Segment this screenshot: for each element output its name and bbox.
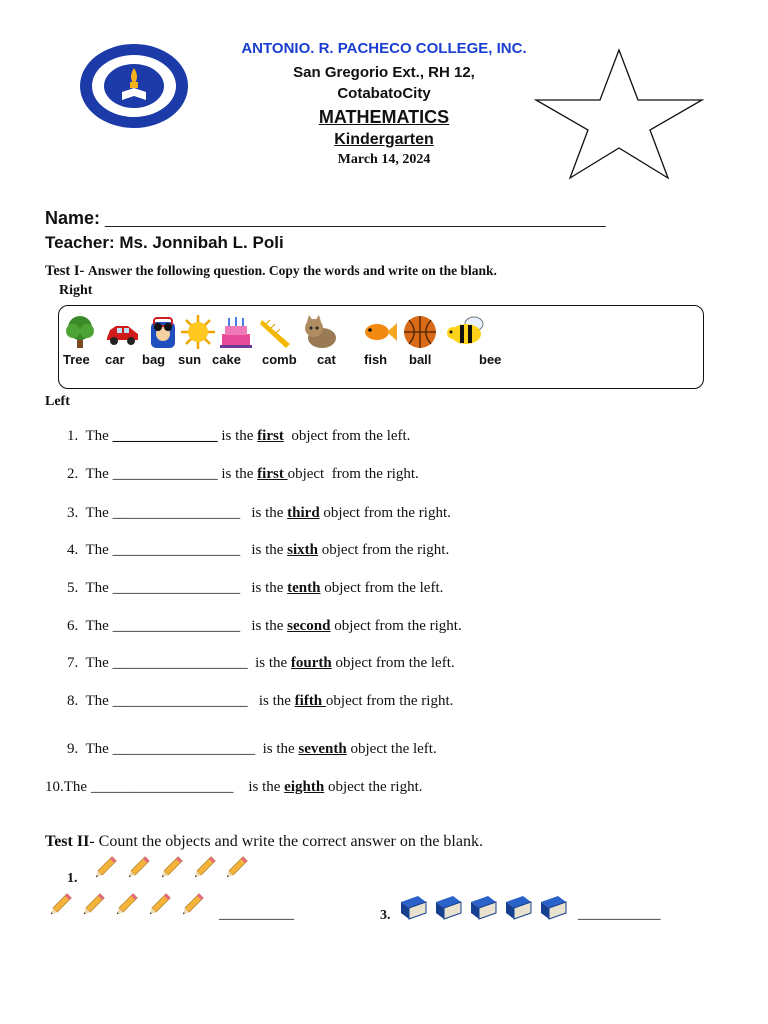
star-icon: [534, 48, 704, 180]
question-rest: object the right.: [324, 779, 423, 795]
school-name: ANTONIO. R. PACHECO COLLEGE, INC.: [241, 40, 527, 57]
book-icon: [538, 892, 568, 922]
question-rest: object from the left.: [283, 428, 411, 444]
teacher-name: Teacher: Ms. Jonnibah L. Poli: [45, 233, 284, 252]
question-mid: is the: [233, 779, 285, 795]
question-number: 4. The: [67, 542, 113, 558]
question-mid: is the: [247, 693, 295, 709]
seal-year: 1997: [126, 110, 142, 117]
answer-blank[interactable]: ______________: [112, 466, 218, 482]
answer-blank[interactable]: _________________: [112, 618, 241, 634]
test1-title: Test I-: [45, 263, 88, 279]
test1-heading: [45, 263, 497, 280]
question-number: 1. The: [67, 428, 113, 444]
pencil-icon: [111, 890, 141, 920]
pencil-icon: [45, 890, 75, 920]
question-rest: object from the right.: [287, 466, 419, 482]
question-number: 5. The: [67, 580, 113, 596]
question-mid: is the: [240, 505, 288, 521]
bee-icon: [444, 314, 488, 350]
name-blank[interactable]: ____________________________________________________________: [105, 211, 606, 228]
ordinal-word: sixth: [287, 542, 318, 558]
test2-instruction: - Count the objects and write the correct answer on the blank.: [89, 833, 483, 850]
pencil-icon: [90, 853, 120, 883]
question-rest: object from the right.: [325, 693, 454, 709]
question-item: [45, 779, 423, 796]
cake-icon: [218, 314, 254, 350]
question-mid: is the: [240, 580, 288, 596]
ordinal-word: eighth: [284, 779, 325, 795]
answer-blank[interactable]: ___________________: [90, 779, 234, 795]
ordinal-word: third: [287, 505, 320, 521]
question-number: 7. The: [67, 655, 113, 671]
pic-label-bee: bee: [479, 352, 502, 367]
answer-blank[interactable]: ______________: [112, 428, 218, 444]
question-number: 8. The: [67, 693, 113, 709]
left-label: Left: [45, 394, 70, 409]
question-rest: object from the right.: [319, 505, 451, 521]
name-field[interactable]: [45, 208, 606, 229]
book-icon: [468, 892, 498, 922]
pic-label-cake: cake: [212, 352, 241, 367]
pic-label-fish: fish: [364, 352, 388, 367]
address-line-1: San Gregorio Ext., RH 12,: [293, 64, 475, 81]
grade-level: Kindergarten: [334, 131, 434, 148]
answer-blank[interactable]: __________________: [112, 693, 248, 709]
test1-instruction: Answer the following question. Copy the words and write on the blank.: [87, 263, 497, 278]
pic-label-cat: cat: [317, 352, 336, 367]
question-mid: is the: [247, 655, 291, 671]
answer-blank[interactable]: ___________________: [112, 741, 256, 757]
answer-blank[interactable]: _________________: [112, 580, 241, 596]
question-rest: object from the right.: [330, 618, 462, 634]
question-item: [67, 655, 455, 672]
ordinal-word: seventh: [298, 741, 347, 757]
sun-icon: [180, 314, 216, 350]
book-icon: [398, 892, 428, 922]
pic-label-ball: ball: [409, 352, 432, 367]
question-rest: object the left.: [346, 741, 437, 757]
question-number: 9. The: [67, 741, 113, 757]
pic-label-comb: comb: [262, 352, 297, 367]
item1-blank[interactable]: __________: [219, 906, 294, 922]
question-item: [67, 428, 410, 445]
answer-blank[interactable]: _________________: [112, 505, 241, 521]
question-item: [67, 618, 462, 635]
pic-label-car: car: [105, 352, 125, 367]
book-icon: [433, 892, 463, 922]
question-item: [67, 466, 419, 483]
cat-icon: [302, 314, 338, 350]
question-mid: is the: [217, 466, 258, 482]
right-label: Right: [59, 283, 93, 298]
worksheet-date: March 14, 2024: [337, 152, 431, 167]
pencil-icon: [189, 853, 219, 883]
bag-icon: [145, 314, 181, 350]
subject-title: MATHEMATICS: [318, 107, 450, 127]
ball-icon: [402, 314, 438, 350]
test2-title: Test II: [45, 833, 90, 850]
picture-row-box: [58, 305, 704, 389]
question-number: 3. The: [67, 505, 113, 521]
tree-icon: [62, 314, 98, 350]
book-icon: [503, 892, 533, 922]
pencil-icon: [177, 890, 207, 920]
ordinal-word: fifth: [294, 693, 326, 709]
question-rest: object from the right.: [318, 542, 450, 558]
name-label: Name:: [45, 208, 106, 228]
item1-label: 1.: [67, 871, 78, 886]
pencil-icon: [123, 853, 153, 883]
pic-label-tree: Tree: [63, 352, 90, 367]
ordinal-word: first: [257, 466, 288, 482]
answer-blank[interactable]: __________________: [112, 655, 248, 671]
ordinal-word: first: [257, 428, 284, 444]
ordinal-word: tenth: [287, 580, 321, 596]
question-mid: is the: [255, 741, 299, 757]
ordinal-word: second: [287, 618, 331, 634]
question-item: [67, 693, 453, 710]
pic-label-sun: sun: [178, 352, 202, 367]
item3-blank[interactable]: ___________: [578, 906, 661, 922]
question-mid: is the: [217, 428, 258, 444]
ordinal-word: fourth: [290, 655, 332, 671]
question-mid: is the: [240, 618, 288, 634]
question-rest: object from the left.: [331, 655, 455, 671]
question-number: 6. The: [67, 618, 113, 634]
address-line-2: CotabatoCity: [337, 85, 431, 102]
pencil-icon: [144, 890, 174, 920]
pencil-icon: [78, 890, 108, 920]
comb-icon: [258, 314, 294, 350]
item3-label: 3.: [380, 908, 391, 923]
question-mid: is the: [240, 542, 288, 558]
question-item: [67, 580, 443, 597]
question-number: 2. The: [67, 466, 113, 482]
pic-label-bag: bag: [142, 352, 166, 367]
test2-heading: [45, 833, 483, 851]
school-seal: [78, 42, 190, 130]
question-number: 10.The: [45, 779, 91, 795]
answer-blank[interactable]: _________________: [112, 542, 241, 558]
fish-icon: [362, 314, 398, 350]
pencil-icon: [156, 853, 186, 883]
question-item: [67, 542, 449, 559]
car-icon: [104, 314, 140, 350]
question-item: [67, 505, 451, 522]
question-item: [67, 741, 437, 758]
pencil-icon: [221, 853, 251, 883]
question-rest: object from the left.: [320, 580, 444, 596]
